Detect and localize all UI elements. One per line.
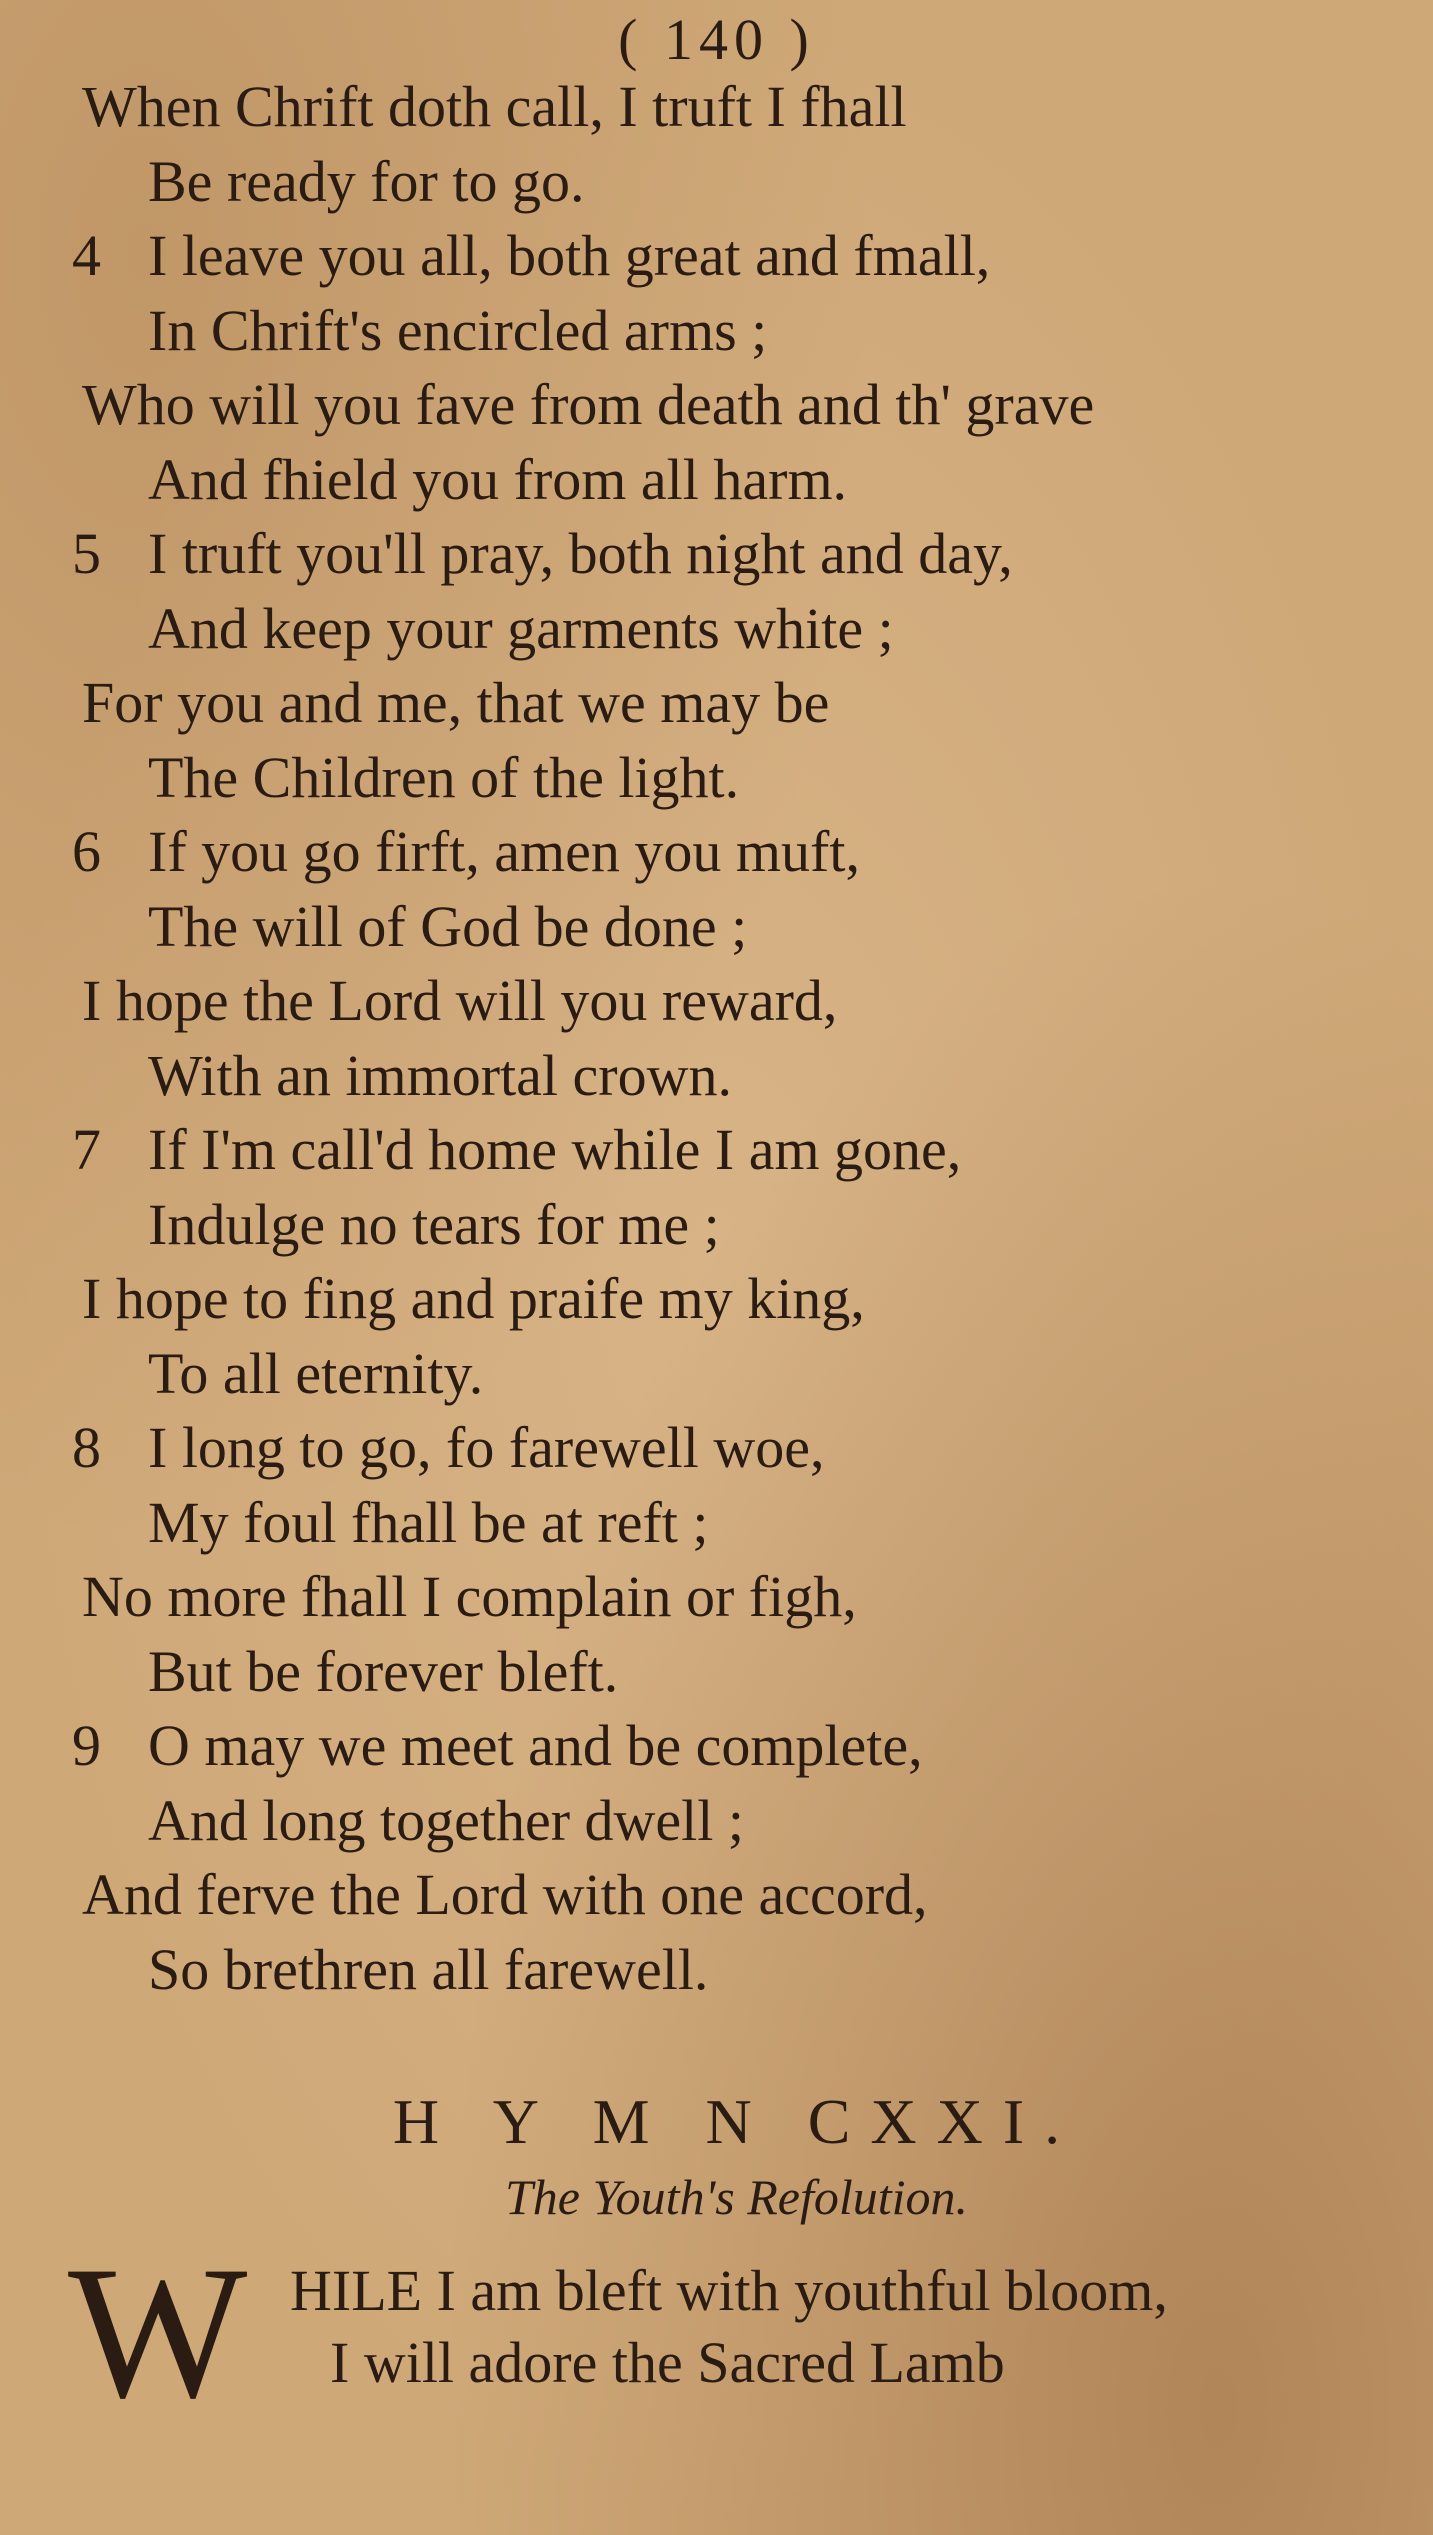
verse-text: With an immortal crown. bbox=[148, 1042, 732, 1108]
verse-text: I leave you all, both great and fmall, bbox=[148, 223, 991, 288]
verse-text: Be ready for to go. bbox=[148, 148, 585, 214]
verse-text: I hope the Lord will you reward, bbox=[82, 968, 838, 1033]
verse-text: The Children of the light. bbox=[148, 744, 740, 810]
verse-number: 7 bbox=[72, 1117, 101, 1182]
verse-text: For you and me, that we may be bbox=[82, 670, 830, 735]
verse-number: 6 bbox=[72, 819, 101, 884]
verse-text: And fhield you from all harm. bbox=[148, 446, 848, 512]
verse-text: I long to go, fo farewell woe, bbox=[148, 1415, 825, 1480]
verse-text: And long together dwell ; bbox=[148, 1787, 745, 1853]
verse-text: If I'm call'd home while I am gone, bbox=[148, 1117, 962, 1182]
verse-text: The will of God be done ; bbox=[148, 893, 748, 959]
verse-text: And ferve the Lord with one accord, bbox=[82, 1862, 928, 1927]
verse-text: And keep your garments white ; bbox=[148, 595, 894, 661]
verse-text: No more fhall I complain or figh, bbox=[82, 1564, 857, 1629]
hymn-title: H Y M N CXXI. bbox=[392, 2086, 1081, 2157]
verse-text: When Chrift doth call, I truft I fhall bbox=[82, 74, 907, 139]
verse-text: So brethren all farewell. bbox=[148, 1936, 709, 2002]
verse-text: My foul fhall be at reft ; bbox=[148, 1489, 709, 1555]
hymn-subtitle: The Youth's Refolution. bbox=[504, 2169, 969, 2225]
verse-number: 5 bbox=[72, 521, 101, 586]
verse-number: 4 bbox=[72, 223, 101, 288]
verse-text: O may we meet and be complete, bbox=[148, 1713, 923, 1778]
verse-number: 8 bbox=[72, 1415, 101, 1480]
verse-number: 9 bbox=[72, 1713, 101, 1778]
hymn-second-line: I will adore the Sacred Lamb bbox=[330, 2330, 1005, 2395]
page-number: ( 140 ) bbox=[618, 7, 815, 72]
drop-cap: W bbox=[68, 2228, 248, 2438]
verse-text: To all eternity. bbox=[148, 1340, 484, 1406]
hymn-first-line: HILE I am bleft with youthful bloom, bbox=[290, 2258, 1168, 2323]
verse-text: In Chrift's encircled arms ; bbox=[148, 297, 768, 363]
verse-text: If you go firft, amen you muft, bbox=[148, 819, 860, 884]
verse-text: I hope to fing and praife my king, bbox=[82, 1266, 865, 1331]
verse-text: I truft you'll pray, both night and day, bbox=[148, 521, 1013, 586]
verse-text: But be forever bleft. bbox=[148, 1638, 619, 1704]
verse-text: Who will you fave from death and th' grave bbox=[82, 372, 1095, 437]
verse-text: Indulge no tears for me ; bbox=[148, 1191, 720, 1257]
